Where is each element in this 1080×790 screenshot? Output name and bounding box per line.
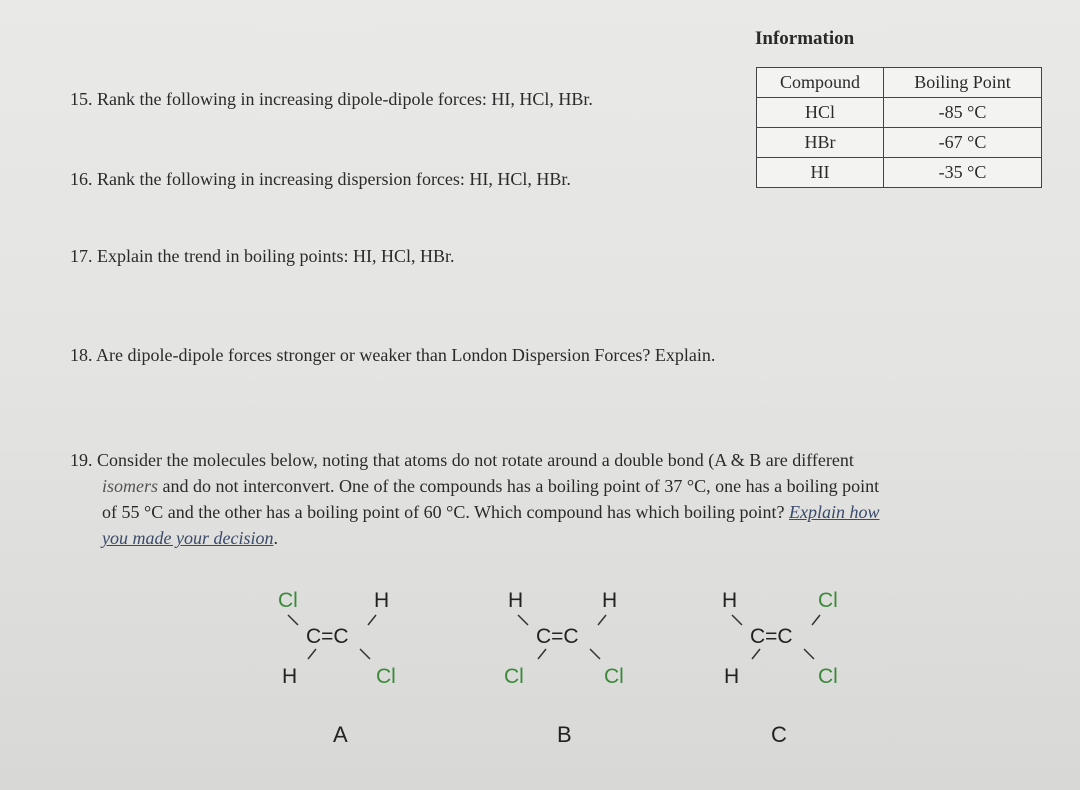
question-15: 15. Rank the following in increasing dipole-dipole forces: HI, HCl, HBr.: [70, 89, 593, 109]
question-17: 17. Explain the trend in boiling points: HI, HCl, HBr.: [70, 246, 455, 266]
information-title: Information: [755, 28, 855, 49]
bond-line: [752, 649, 760, 659]
molecule-a: [268, 585, 418, 695]
bond-line: [732, 615, 742, 625]
boiling-point-cell: -35 °C: [884, 158, 1042, 188]
compound-cell: HBr: [757, 128, 884, 158]
compound-header: Compound: [757, 68, 884, 98]
bond-line: [518, 615, 528, 625]
molecule-a-label: A: [333, 722, 348, 747]
molecule-c-center: C=C: [750, 625, 793, 648]
table-row: [757, 128, 1042, 158]
bond-line: [538, 649, 546, 659]
molecule-b-top-right: H: [602, 589, 618, 612]
bond-line: [368, 615, 376, 625]
decision-text: you made your decision: [102, 528, 274, 548]
molecule-a-bottom-right: Cl: [376, 665, 396, 688]
isomers-term: isomers: [102, 476, 159, 496]
question-19-line2: and do not interconvert. One of the compounds has a boiling point of 37 °C, one has a boiling point: [158, 476, 880, 496]
table-row: [757, 158, 1042, 188]
molecule-b-center: C=C: [536, 625, 579, 648]
molecule-c: [712, 585, 862, 695]
molecule-c-bottom-right: Cl: [818, 665, 838, 688]
bond-line: [804, 649, 814, 659]
molecule-c-bottom-left: H: [724, 665, 740, 688]
information-table: [756, 67, 1042, 188]
boiling-point-cell: -67 °C: [884, 128, 1042, 158]
molecule-a-top-left: Cl: [278, 589, 298, 612]
table-row: [757, 98, 1042, 128]
molecule-a-top-right: H: [374, 589, 390, 612]
compound-cell: HCl: [757, 98, 884, 128]
explain-how-link: Explain how: [788, 502, 880, 522]
compound-cell: HI: [757, 158, 884, 188]
molecule-c-top-right: Cl: [818, 589, 838, 612]
molecule-a-center: C=C: [306, 625, 349, 648]
bond-line: [288, 615, 298, 625]
molecule-c-label: C: [771, 722, 787, 747]
bond-line: [590, 649, 600, 659]
question-18: 18. Are dipole-dipole forces stronger or weaker than London Dispersion Forces? Explain.: [70, 345, 716, 365]
question-19-line1: 19. Consider the molecules below, noting that atoms do not rotate around a double bond (A & B are different: [70, 450, 854, 470]
bond-line: [308, 649, 316, 659]
question-16: 16. Rank the following in increasing dispersion forces: HI, HCl, HBr.: [70, 169, 571, 189]
bond-line: [812, 615, 820, 625]
boiling-point-header: Boiling Point: [884, 68, 1042, 98]
molecule-a-bottom-left: H: [282, 665, 298, 688]
boiling-point-cell: -85 °C: [884, 98, 1042, 128]
bond-line: [598, 615, 606, 625]
table-header-row: [757, 68, 1042, 98]
molecule-b: [498, 585, 648, 695]
molecule-b-top-left: H: [508, 589, 524, 612]
bond-line: [360, 649, 370, 659]
question-19-line3: of 55 °C and the other has a boiling point of 60 °C. Which compound has which boiling point?: [102, 502, 785, 522]
molecule-c-top-left: H: [722, 589, 738, 612]
molecule-b-bottom-right: Cl: [604, 665, 624, 688]
molecule-b-bottom-left: Cl: [504, 665, 524, 688]
question-19: 19. Consider the molecules below, noting that atoms do not rotate around a double bond (A & B are different isomers and do not interconvert. One of the compounds has a boiling point of 37 °C, one has a boiling point of 55 °C and the other has a boiling point of 60 °C. Which compound has which boiling point? Explain how you made your decision.: [70, 450, 880, 548]
molecule-b-label: B: [557, 722, 572, 747]
